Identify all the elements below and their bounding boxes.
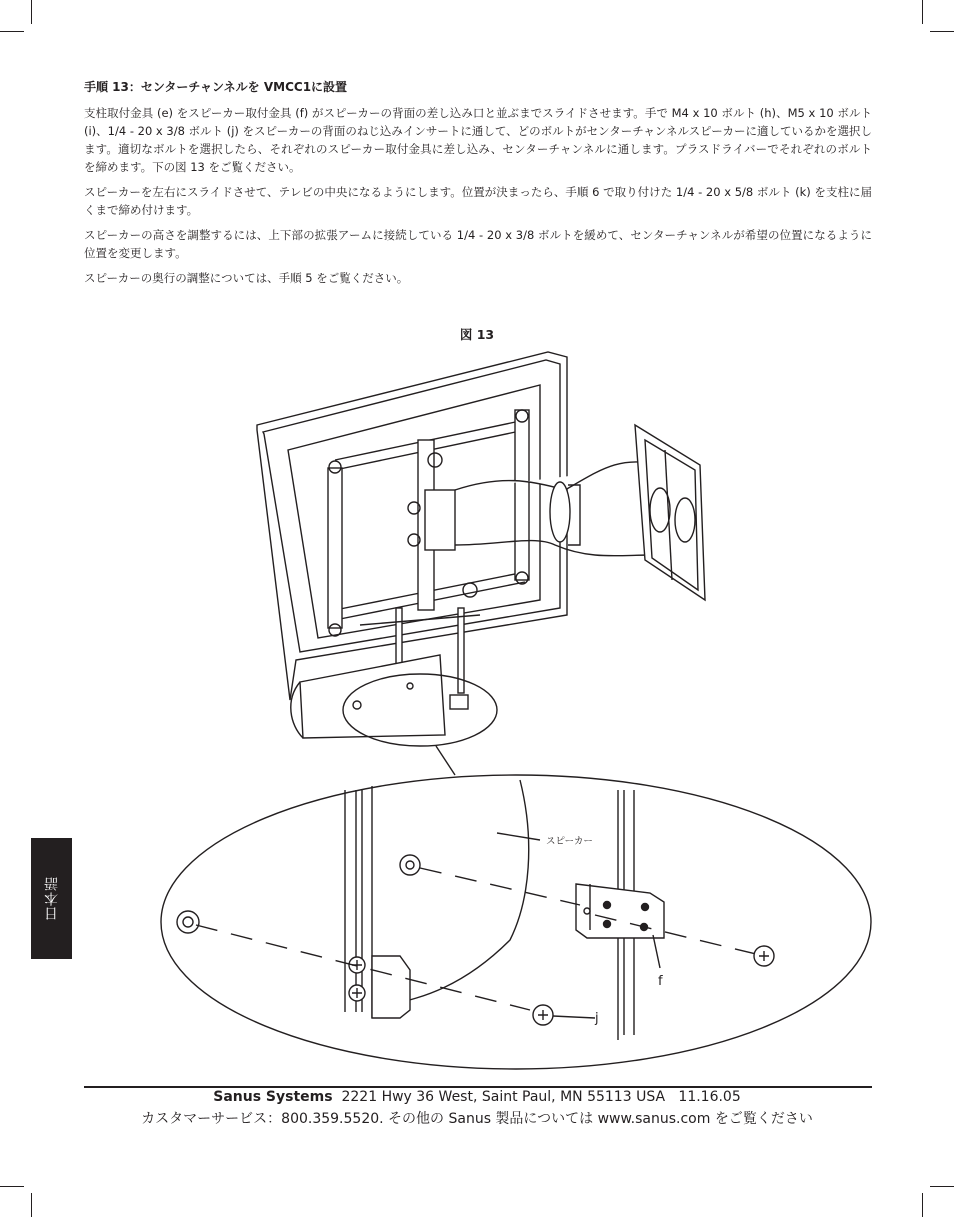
- company-address: 2221 Hwy 36 West, Saint Paul, MN 55113 USA: [341, 1089, 666, 1105]
- revision-date: 11.16.05: [678, 1089, 741, 1105]
- language-tab: [31, 838, 72, 959]
- instruction-text: [84, 78, 872, 294]
- crop-mark: [922, 1193, 923, 1217]
- figure-13-illustration: [150, 345, 880, 1070]
- customer-service-line: カスタマーサービス：800.359.5520. その他の Sanus 製品については www.sanus.com をご覧ください: [141, 1111, 813, 1127]
- paragraph: 支柱取付金具 (e) をスピーカー取付金具 (f) がスピーカーの背面の差し込み口と並ぶまでスライドさせます。手で M4 x 10 ボルト (h)、M5 x 10 ボルト (i)、1/4 - 20 x 3/8 ボルト (j) をスピーカーの背面のねじ込みインサートに通して、どのボルトがセンターチャンネルスピーカーに適しているかを選択します。適切なボルトを選択したら、それぞれのスピーカー取付金具に差し込み、センターチャンネルに通します。プラスドライバーでそれぞれのボルトを締めます。下の図 13 をご覧ください。: [84, 106, 872, 174]
- figure-title: 図 13: [459, 327, 495, 342]
- paragraph: スピーカーを左右にスライドさせて、テレビの中央になるようにします。位置が決まったら、手順 6 で取り付けた 1/4 - 20 x 5/8 ボルト (k) を支柱に届くまで締め付けます。: [84, 185, 872, 217]
- crop-mark: [930, 31, 954, 32]
- crop-mark: [0, 31, 24, 32]
- paragraph: スピーカーの高さを調整するには、上下部の拡張アームに接続している 1/4 - 20 x 3/8 ボルトを緩めて、センターチャンネルが希望の位置になるように位置を変更します。: [84, 228, 872, 260]
- language-tab-label: 日本語: [43, 876, 60, 921]
- crop-mark: [31, 1193, 32, 1217]
- speaker-label: スピーカー: [546, 836, 593, 847]
- part-f-label: f: [658, 974, 663, 989]
- crop-mark: [0, 1186, 24, 1187]
- paragraph: スピーカーの奥行の調整については、手順 5 をご覧ください。: [84, 271, 409, 285]
- crop-mark: [930, 1186, 954, 1187]
- footer-address: [0, 1089, 954, 1105]
- crop-mark: [922, 0, 923, 24]
- crop-mark: [31, 0, 32, 24]
- step-heading: 手順 13：センターチャンネルを VMCC1に設置: [84, 80, 348, 94]
- part-j-label: j: [595, 1011, 599, 1026]
- footer-divider: [84, 1086, 872, 1088]
- company-name: Sanus Systems: [213, 1089, 333, 1105]
